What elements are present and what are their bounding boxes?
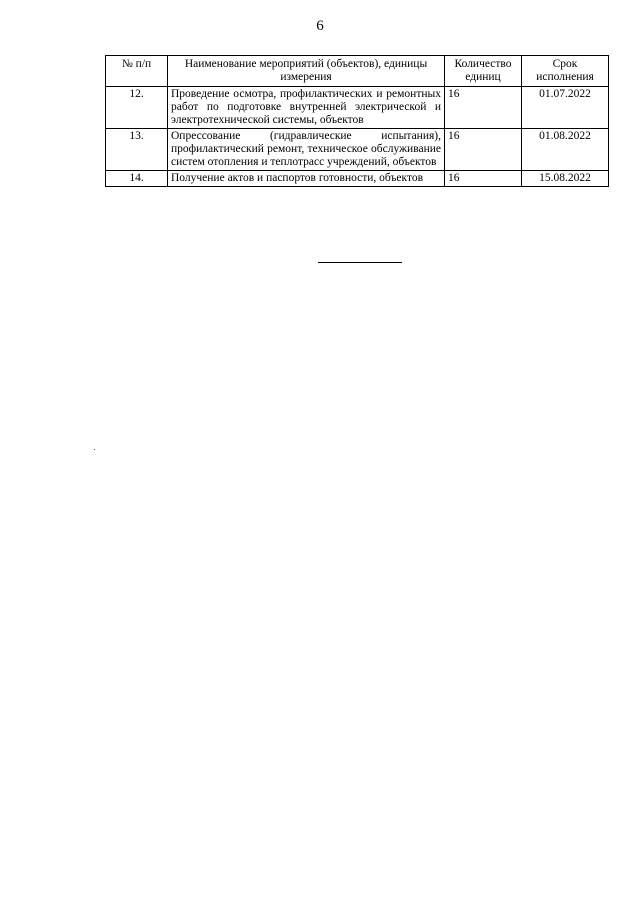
header-num: № п/п (106, 56, 168, 87)
row-qty: 16 (445, 171, 522, 187)
row-num: 12. (106, 87, 168, 129)
header-name: Наименование мероприятий (объектов), единицы измерения (168, 56, 445, 87)
table-row (106, 171, 609, 187)
row-num: 13. (106, 129, 168, 171)
table-header-row (106, 56, 609, 87)
page-number: 6 (316, 18, 324, 34)
activities-table (105, 55, 609, 187)
header-qty: Количество единиц (445, 56, 522, 87)
row-name: Получение актов и паспортов готовности, объектов (168, 171, 445, 187)
row-qty: 16 (445, 87, 522, 129)
table-row (106, 129, 609, 171)
row-qty: 16 (445, 129, 522, 171)
row-date: 15.08.2022 (522, 171, 609, 187)
row-date: 01.07.2022 (522, 87, 609, 129)
row-date: 01.08.2022 (522, 129, 609, 171)
header-date: Срок исполнения (522, 56, 609, 87)
end-of-document-line (318, 262, 402, 263)
row-num: 14. (106, 171, 168, 187)
scan-speck (94, 449, 95, 450)
table-row (106, 87, 609, 129)
row-name: Опрессование (гидравлические испытания), профилактический ремонт, техническое обслуживание систем отопления и теплотрасс учреждений, объектов (168, 129, 445, 171)
row-name: Проведение осмотра, профилактических и ремонтных работ по подготовке внутренней электрической и электротехнической системы, объектов (168, 87, 445, 129)
